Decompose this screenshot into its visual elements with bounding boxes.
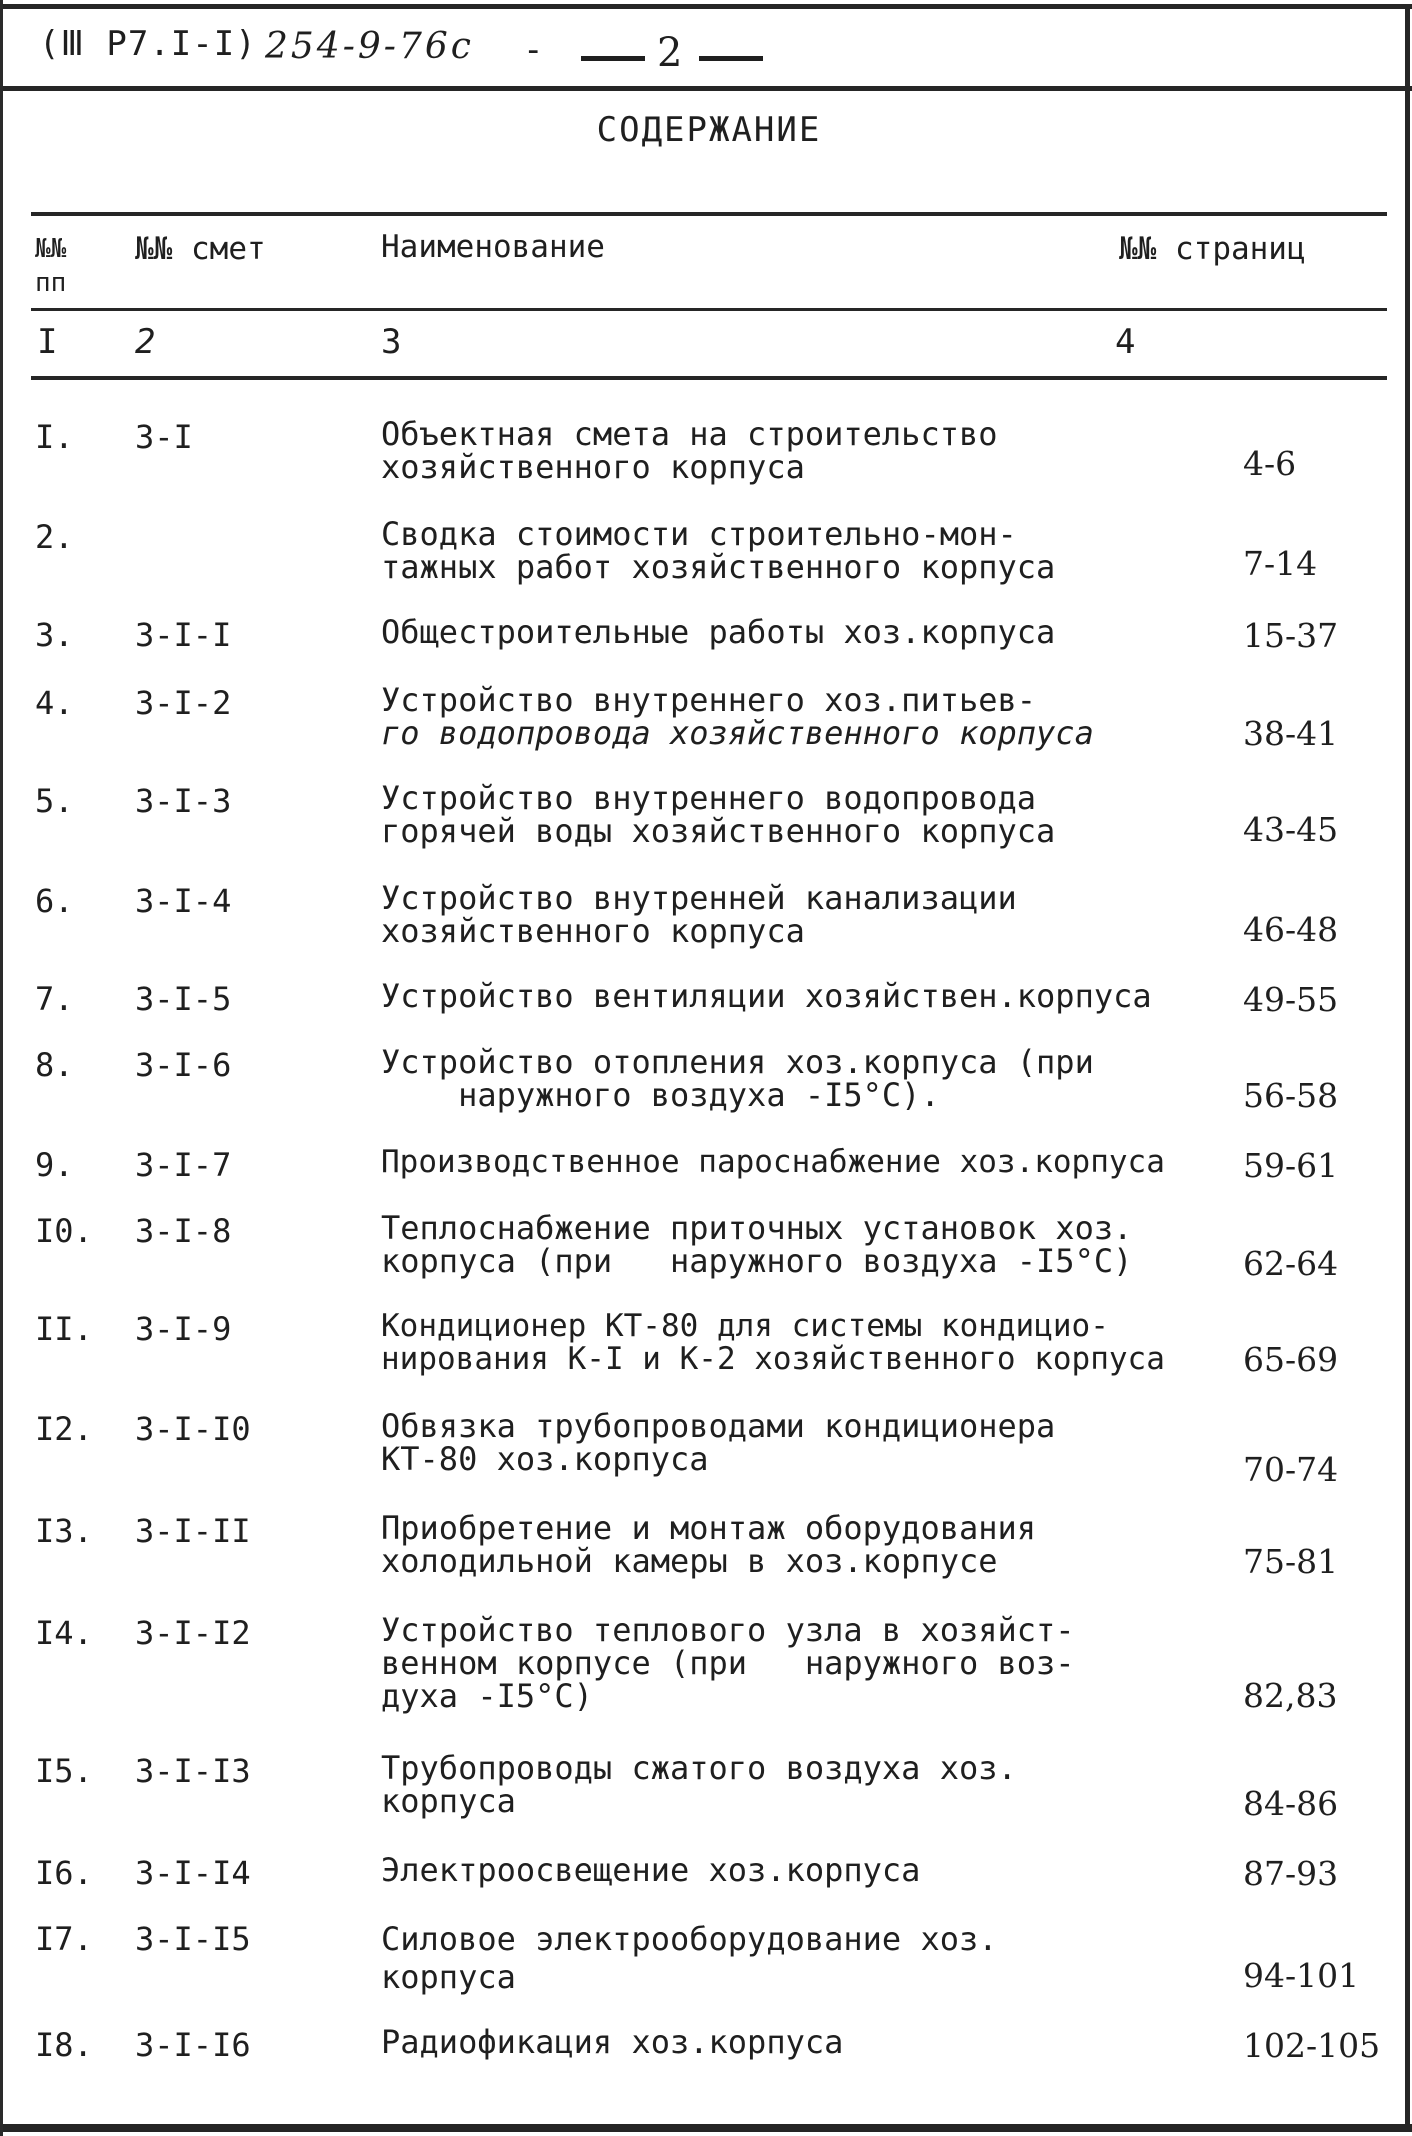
row-estimate-code: 3-I-I	[135, 616, 232, 654]
row-title-line: Трубопроводы сжатого воздуха хоз.	[381, 1749, 1017, 1787]
row-title-line: наружного воздуха -I5°С).	[381, 1076, 940, 1114]
row-pages: 59-61	[1243, 1146, 1339, 1185]
row-title	[381, 415, 998, 486]
row-title-line: Радиофикация хоз.корпуса	[381, 2023, 844, 2061]
col-number-1: I	[37, 322, 58, 362]
col-header-num-line1: №№	[35, 234, 67, 264]
bottom-border	[3, 2124, 1412, 2132]
handwritten-code: 254-9-76с	[265, 26, 474, 67]
col-number-4: 4	[1115, 322, 1136, 362]
row-title	[381, 1920, 998, 1996]
row-number: 7.	[35, 980, 74, 1018]
row-title-line: Устройство внутреннего водопровода	[381, 779, 1037, 817]
row-title	[381, 613, 1056, 651]
row-title-line: хозяйственного корпуса	[381, 912, 805, 950]
row-title-line: Электроосвещение хоз.корпуса	[381, 1851, 921, 1889]
row-title	[381, 515, 1056, 586]
row-title-line: нирования К-I и К-2 хозяйственного корпуса	[381, 1341, 1165, 1377]
row-title	[381, 2023, 844, 2061]
row-title	[381, 1851, 921, 1889]
row-pages: 49-55	[1243, 980, 1339, 1019]
table-header-top-rule	[31, 212, 1387, 216]
row-estimate-code: 3-I-4	[135, 882, 232, 920]
row-title-line: Кондиционер КТ-80 для системы кондицио-	[381, 1308, 1109, 1344]
row-title-line: Устройство теплового узла в хозяйст-	[381, 1611, 1075, 1649]
row-title-line: хозяйственного корпуса	[381, 448, 805, 486]
row-title-line: горячей воды хозяйственного корпуса	[381, 812, 1056, 850]
row-pages: 87-93	[1243, 1854, 1339, 1893]
row-pages: 43-45	[1243, 810, 1339, 849]
row-title	[381, 1611, 1075, 1715]
row-estimate-code: 3-I	[135, 418, 193, 456]
row-title-line: тажных работ хозяйственного корпуса	[381, 548, 1056, 586]
row-title-line: Теплоснабжение приточных установок хоз.	[381, 1209, 1133, 1247]
row-title-line: Устройство внутреннего хоз.питьев-	[381, 681, 1037, 719]
row-title	[381, 977, 1152, 1015]
row-title	[381, 779, 1056, 850]
row-number: 6.	[35, 882, 74, 920]
row-pages: 84-86	[1243, 1784, 1339, 1823]
top-border	[3, 4, 1412, 9]
row-number: 4.	[35, 684, 74, 722]
row-number: 8.	[35, 1046, 74, 1084]
row-number: I0.	[35, 1212, 93, 1250]
row-number: I5.	[35, 1752, 93, 1790]
row-title-line: КТ-80 хоз.корпуса	[381, 1440, 709, 1478]
row-number: 2.	[35, 518, 74, 556]
row-number: I4.	[35, 1614, 93, 1652]
page-number: 2	[657, 30, 683, 76]
row-estimate-code: 3-I-2	[135, 684, 232, 722]
row-title-line: духа -I5°С)	[381, 1677, 593, 1715]
row-number: 9.	[35, 1146, 74, 1184]
row-number: I8.	[35, 2026, 93, 2064]
document-code: (Ⅲ Р7.I-I)	[39, 24, 257, 64]
row-estimate-code: 3-I-9	[135, 1310, 232, 1348]
row-title-line: Приобретение и монтаж оборудования	[381, 1509, 1037, 1547]
row-title-line: го водопровода хозяйственного корпуса	[381, 714, 1094, 752]
row-number: 5.	[35, 782, 74, 820]
row-title	[381, 681, 1094, 752]
page-number-dash-right	[699, 56, 763, 61]
row-title	[381, 1749, 1017, 1820]
row-title	[381, 1407, 1056, 1478]
row-title-line: Устройство вентиляции хозяйствен.корпуса	[381, 977, 1152, 1015]
col-header-pages: №№ страниц	[1119, 231, 1306, 267]
row-title	[381, 1509, 1037, 1580]
row-title-line: корпуса	[381, 1782, 516, 1820]
row-estimate-code: 3-I-8	[135, 1212, 232, 1250]
page-title: СОДЕРЖАНИЕ	[596, 110, 822, 150]
row-pages: 70-74	[1243, 1450, 1339, 1489]
row-number: I.	[35, 418, 74, 456]
row-title-line: корпуса (при наружного воздуха -I5°С)	[381, 1242, 1133, 1280]
row-number: 3.	[35, 616, 74, 654]
row-title	[381, 1310, 1165, 1376]
row-number: I3.	[35, 1512, 93, 1550]
row-title-line: венном корпусе (при наружного воз-	[381, 1644, 1075, 1682]
col-number-2: 2	[135, 322, 156, 362]
row-estimate-code: 3-I-6	[135, 1046, 232, 1084]
row-estimate-code: 3-I-3	[135, 782, 232, 820]
row-estimate-code: 3-I-II	[135, 1512, 251, 1550]
row-title-line: Обвязка трубопроводами кондиционера	[381, 1407, 1056, 1445]
row-pages: 46-48	[1243, 910, 1339, 949]
row-title-line: Объектная смета на строительство	[381, 415, 998, 453]
row-estimate-code: 3-I-I4	[135, 1854, 251, 1892]
row-title-line: Силовое электрооборудование хоз.	[381, 1920, 998, 1958]
row-number: I2.	[35, 1410, 93, 1448]
row-estimate-code: 3-I-I5	[135, 1920, 251, 1958]
col-header-num	[35, 232, 66, 300]
row-title	[381, 1043, 1094, 1114]
row-title-line: холодильной камеры в хоз.корпусе	[381, 1542, 998, 1580]
row-pages: 7-14	[1243, 544, 1318, 583]
row-estimate-code: 3-I-5	[135, 980, 232, 1018]
col-header-estimate: №№ смет	[135, 231, 266, 267]
col-header-num-line2: пп	[35, 268, 67, 298]
page-number-block	[581, 30, 771, 76]
row-number: II.	[35, 1310, 93, 1348]
row-estimate-code: 3-I-I0	[135, 1410, 251, 1448]
row-title-line: Устройство отопления хоз.корпуса (при	[381, 1043, 1094, 1081]
row-title-line: Общестроительные работы хоз.корпуса	[381, 613, 1056, 651]
header-rule	[3, 86, 1412, 91]
row-estimate-code: 3-I-I3	[135, 1752, 251, 1790]
right-border	[1405, 4, 1410, 2132]
table-header-middle-rule	[31, 308, 1387, 311]
row-pages: 4-6	[1243, 444, 1297, 483]
row-pages: 38-41	[1243, 714, 1339, 753]
row-pages: 82,83	[1243, 1676, 1338, 1715]
row-number: I6.	[35, 1854, 93, 1892]
row-number: I7.	[35, 1920, 93, 1958]
row-pages: 94-101	[1243, 1956, 1360, 1995]
row-pages: 65-69	[1243, 1340, 1339, 1379]
header-dash: -	[523, 30, 544, 70]
table-header-bottom-rule	[31, 376, 1387, 380]
row-title-line: Сводка стоимости строительно-мон-	[381, 515, 1017, 553]
row-pages: 102-105	[1243, 2026, 1381, 2065]
row-title-line: корпуса	[381, 1958, 516, 1996]
row-title	[381, 1209, 1133, 1280]
row-estimate-code: 3-I-7	[135, 1146, 232, 1184]
row-title-line: Устройство внутренней канализации	[381, 879, 1017, 917]
row-pages: 15-37	[1243, 616, 1339, 655]
row-pages: 62-64	[1243, 1244, 1339, 1283]
col-number-3: 3	[381, 322, 402, 362]
col-header-name: Наименование	[381, 229, 605, 265]
row-pages: 75-81	[1243, 1542, 1339, 1581]
row-pages: 56-58	[1243, 1076, 1339, 1115]
row-title	[381, 879, 1017, 950]
page-number-dash-left	[581, 56, 645, 61]
row-title-line: Производственное пароснабжение хоз.корпуса	[381, 1144, 1165, 1180]
row-title	[381, 1146, 1165, 1179]
row-estimate-code: 3-I-I2	[135, 1614, 251, 1652]
row-estimate-code: 3-I-I6	[135, 2026, 251, 2064]
